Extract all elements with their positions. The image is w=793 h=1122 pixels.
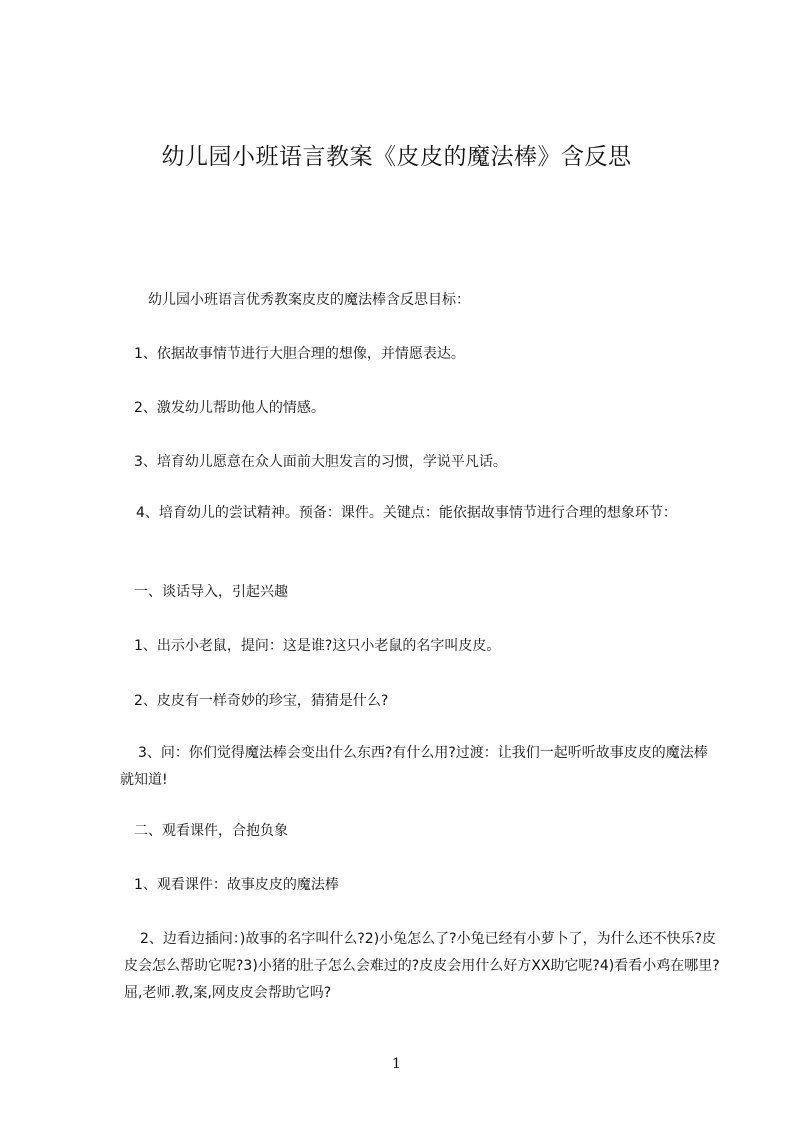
section-heading-2: 二、观看课件，合抱负象 <box>134 823 288 839</box>
section-heading-1: 一、谈话导入，引起兴趣 <box>134 584 288 600</box>
paragraph-objective-3: 3、培育幼儿愿意在众人面前大胆发言的习惯，学说平凡话。 <box>134 454 507 470</box>
paragraph-step-2-1: 1、观看课件：故事皮皮的魔法棒 <box>134 877 339 893</box>
paragraph-objectives-intro: 幼儿园小班语言优秀教案皮皮的魔法棒含反思目标： <box>148 292 470 308</box>
paragraph-objective-1: 1、依据故事情节进行大胆合理的想像，并情愿表达。 <box>134 346 465 362</box>
paragraph-step-1-1: 1、出示小老鼠，提问：这是谁?这只小老鼠的名字叫皮皮。 <box>134 638 501 654</box>
page-number: 1 <box>392 1056 401 1072</box>
paragraph-objective-4: 4、培育幼儿的尝试精神。预备：课件。关键点：能依据故事情节进行合理的想象环节： <box>136 505 677 521</box>
document-title: 幼儿园小班语言教案《皮皮的魔法棒》含反思 <box>161 144 632 170</box>
paragraph-objective-2: 2、激发幼儿帮助他人的情感。 <box>134 400 325 416</box>
paragraph-step-1-2: 2、皮皮有一样奇妙的珍宝，猜猜是什么? <box>134 693 389 709</box>
paragraph-step-2-2: 2、边看边插问：)故事的名字叫什么?2)小兔怎么了?小兔已经有小萝卜了，为什么还不快乐?皮皮会怎么帮助它呢?3)小猪的肚子怎么会难过的?皮皮会用什么好方XX助它呢?4)看看小鸡在哪里?屈,老师.教,案,网皮皮会帮助它吗? <box>124 931 720 1001</box>
paragraph-step-1-3: 3、问：你们觉得魔法棒会变出什么东西?有什么用?过渡：让我们一起听听故事皮皮的魔法棒就知道! <box>120 745 708 788</box>
